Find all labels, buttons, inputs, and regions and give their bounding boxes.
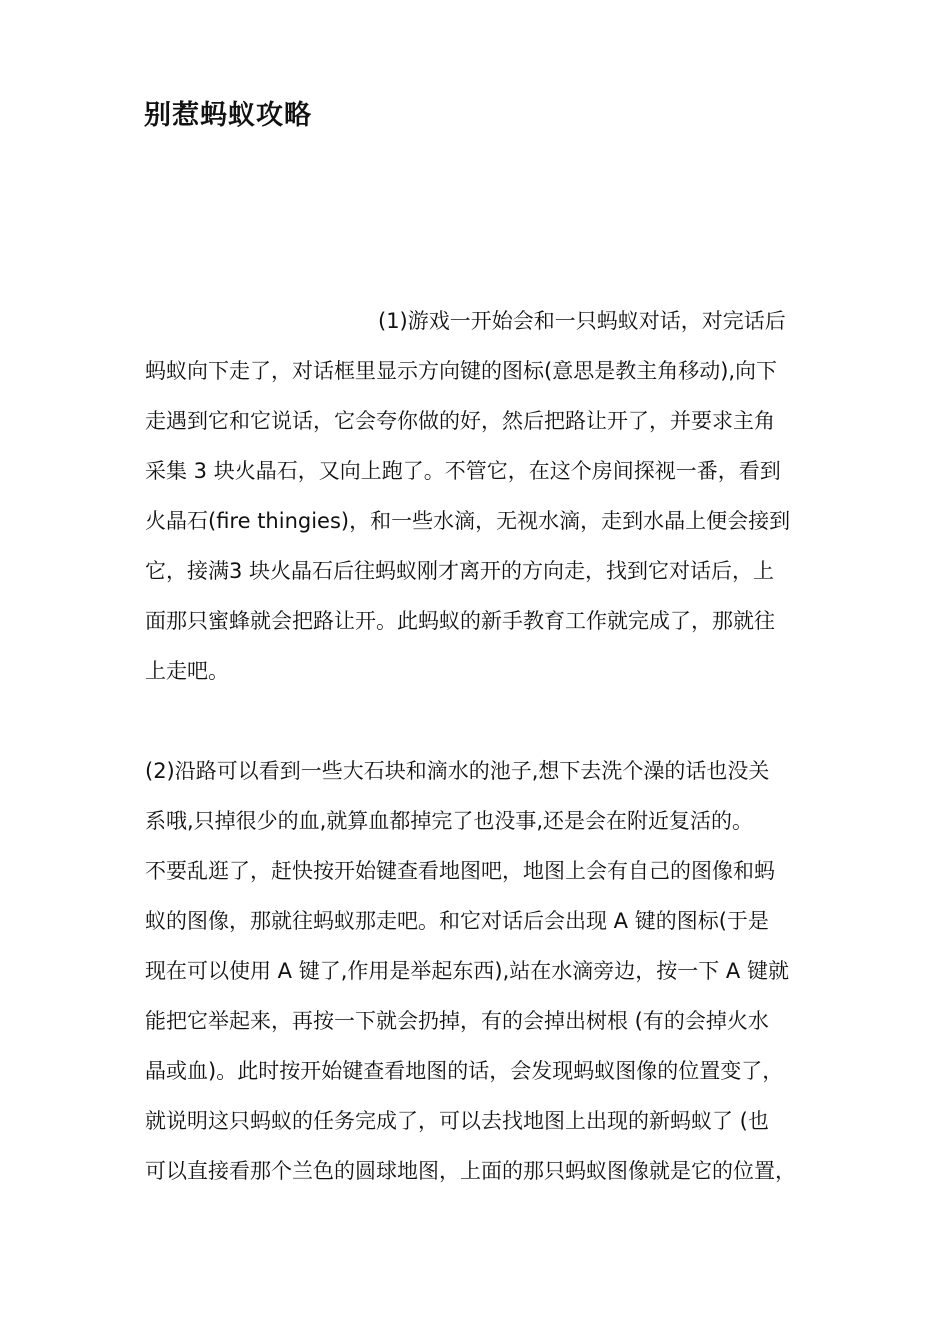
paragraph-line: 它，接满3 块火晶石后往蚂蚁刚才离开的方向走，找到它对话后，上: [145, 559, 775, 583]
paragraph-line: 蚁的图像，那就往蚂蚁那走吧。和它对话后会出现 A 键的图标(于是: [145, 909, 769, 933]
paragraph-line: (2)沿路可以看到一些大石块和滴水的池子,想下去洗个澡的话也没关: [145, 759, 770, 783]
paragraph-line: 就说明这只蚂蚁的任务完成了，可以去找地图上出现的新蚂蚁了 (也: [145, 1109, 769, 1133]
paragraph-line: 能把它举起来，再按一下就会扔掉，有的会掉出树根 (有的会掉火水: [145, 1009, 769, 1033]
paragraph-line: 不要乱逛了，赶快按开始键查看地图吧，地图上会有自己的图像和蚂: [145, 859, 775, 883]
paragraph-line: (1)游戏一开始会和一只蚂蚁对话，对完话后: [378, 309, 786, 333]
paragraph-line: 面那只蜜蜂就会把路让开。此蚂蚁的新手教育工作就完成了，那就往: [145, 609, 775, 633]
paragraph-line: 上走吧。: [145, 659, 229, 683]
paragraph-line: 蚂蚁向下走了，对话框里显示方向键的图标(意思是教主角移动),向下: [145, 359, 778, 383]
paragraph-line: 采集 3 块火晶石，又向上跑了。不管它，在这个房间探视一番，看到: [145, 459, 781, 483]
paragraph-line: 晶或血)。此时按开始键查看地图的话，会发现蚂蚁图像的位置变了，: [145, 1059, 784, 1083]
paragraph-line: 可以直接看那个兰色的圆球地图，上面的那只蚂蚁图像就是它的位置，: [145, 1159, 796, 1183]
paragraph-line: 系哦,只掉很少的血,就算血都掉完了也没事,还是会在附近复活的。: [145, 809, 754, 833]
paragraph-line: 走遇到它和它说话，它会夸你做的好，然后把路让开了，并要求主角: [145, 409, 775, 433]
paragraph-line: 火晶石(fire thingies)，和一些水滴，无视水滴，走到水晶上便会接到: [145, 509, 791, 533]
document-title: 别惹蚂蚁攻略: [144, 100, 312, 131]
paragraph-line: 现在可以使用 A 键了,作用是举起东西),站在水滴旁边，按一下 A 键就: [145, 959, 789, 983]
